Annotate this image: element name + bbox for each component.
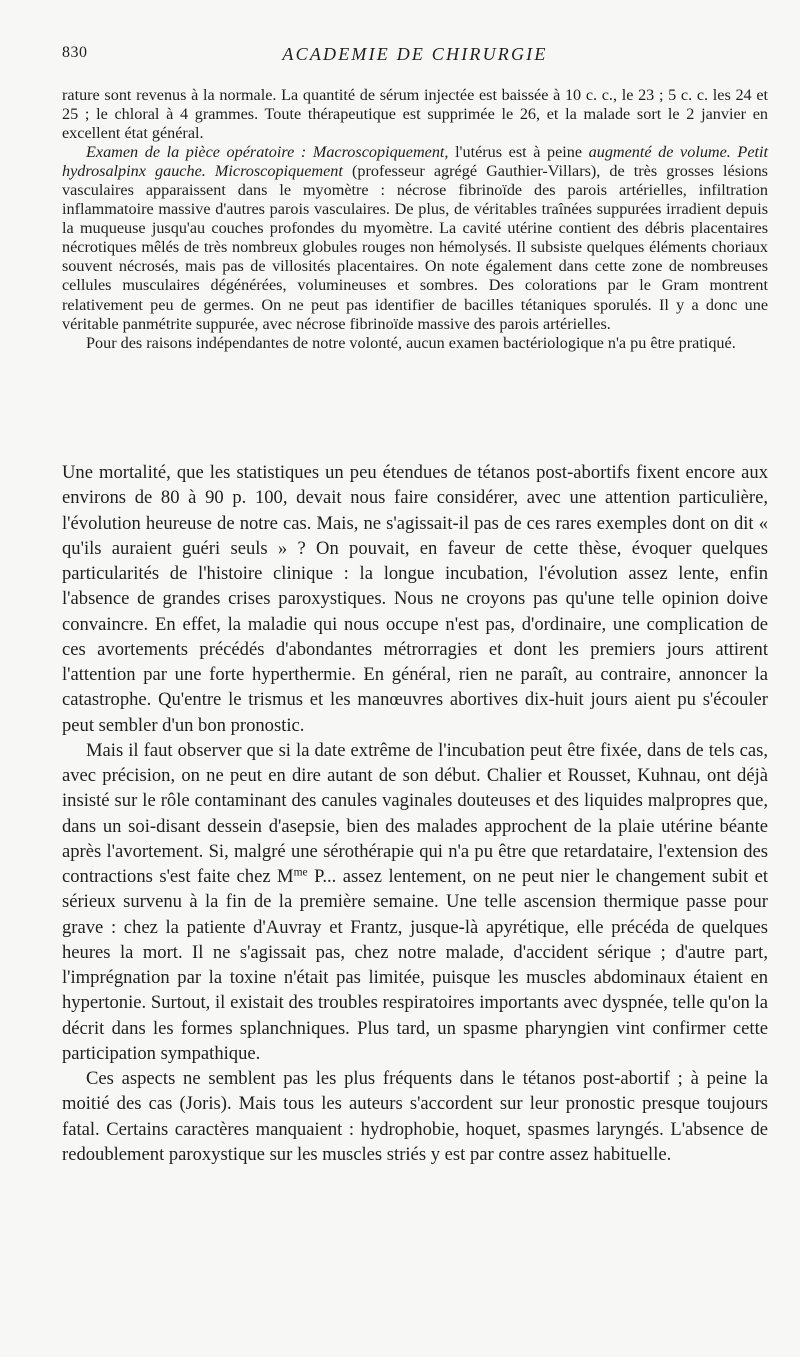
page-number: 830 <box>62 44 88 61</box>
incubation-text-b: P... assez lentement, on ne peut nier le changement subit et sérieux survenu à la fin de la première semaine. Une telle ascension thermique passe pour grave : chez la patiente d'Auvray et Frantz, jusque-là apyrétique, elle précéda de quelques heures la mort. Il ne s'agissait pas, chez notre malade, d'accident sérique ; d'autre part, l'imprégnation par la toxine n'était pas limitée, puisque les muscles abdominaux étaient en hypertonie. Surtout, il existait des troubles respiratoires importants avec dyspnée, telle qu'on la décrit dans les formes splanchniques. Plus tard, un spasme pharyngien vint confirmer cette participation sympathique. <box>62 866 768 1064</box>
paragraph-specimen-examination <box>62 143 768 333</box>
paragraph-mortality: Une mortalité, que les statistiques un peu étendues de tétanos post-abortifs fixent encore aux environs de 80 à 90 p. 100, devait nous faire considérer, avec une attention particulière, l'évolution heureuse de notre cas. Mais, ne s'agissait-il pas de ces rares exemples dont on dit « qu'ils auraient guéri seuls » ? On pouvait, en faveur de cette thèse, évoquer quelques particularités de l'histoire clinique : la longue incubation, l'évolution assez lente, enfin l'absence de grandes crises paroxystiques. Nous ne croyons pas qu'une telle opinion doive convaincre. En effet, la maladie qui nous occupe n'est pas, d'ordinaire, une complication de ces avortements précédés d'abondantes métrorragies et dont les premiers jours attirent l'attention par une forte hyperthermie. En général, rien ne paraît, au contraire, annoncer la catastrophe. Qu'entre le trismus et les manœuvres abortives dix-huit jours aient pu s'écouler peut sembler d'un bon pronostic. <box>62 462 768 736</box>
incubation-superscript: me <box>293 866 308 879</box>
paragraph-recovery: rature sont revenus à la normale. La quantité de sérum injectée est baissée à 10 c. c., le 23 ; 5 c. c. les 24 et 25 ; le chloral à 4 grammes. Toute thérapeutique est supprimée le 26, et la malade sort le 2 janvier en excellent état général. <box>62 86 768 143</box>
paragraph-aspects: Ces aspects ne semblent pas les plus fréquents dans le tétanos post-abortif ; à peine la moitié des cas (Joris). Mais tous les auteurs s'accordent sur leur pronostic presque toujours fatal. Certains caractères manquaient : hydrophobie, hoquet, spasmes laryngés. L'absence de redoublement paroxystique sur les muscles striés y est par contre assez habituelle. <box>62 1068 768 1165</box>
discussion-text <box>62 460 768 1167</box>
case-report-text <box>62 86 768 353</box>
specimen-text-a: l'utérus est à peine <box>448 143 589 162</box>
incubation-text-a: Mais il faut observer que si la date extrême de l'incubation peut être fixée, dans de tels cas, avec précision, on ne peut en dire autant de son début. Chalier et Rousset, Kuhnau, ont déjà insisté sur le rôle contaminant des canules vaginales douteuses et des liquides malpropres que, dans un soi-disant dessein d'asepsie, bien des malades approchent de la plaie utérine béante après l'avortement. Si, malgré une sérothérapie qui n'a pu être que retardataire, l'extension des contractions s'est faite chez M <box>62 739 768 887</box>
specimen-text-b: (professeur agrégé Gauthier-Villars), de très grosses lésions vasculaires apparaissent dans le myomètre : nécrose fibrinoïde des parois artérielles, infiltration inflammatoire massive d'autres parois vasculaires. De plus, de véritables traînées suppurées irradient depuis la muqueuse jusqu'au couches profondes du myomètre. La cavité utérine contient des débris placentaires nécrotiques mêlés de très nombreux globules rouges non hémolysés. Il subsiste quelques éléments choriaux souvent nécrosés, mais pas de villosités placentaires. On note également dans cette zone de nombreuses cellules musculaires dégénérées, volumineuses et sombres. Des colorations par le Gram montrent relativement peu de germes. On ne peut pas identifier de bacilles tétaniques sporulés. Il y a donc une véritable panmétrite suppurée, avec nécrose fibrinoïde massive des parois artérielles. <box>62 162 768 333</box>
page-header <box>62 44 768 70</box>
running-title: ACADEMIE DE CHIRURGIE <box>282 44 548 64</box>
specimen-italic-text: augmenté de volume. Petit hydrosalpinx gauche. Microscopiquement <box>62 143 768 181</box>
specimen-examination-heading: Examen de la pièce opératoire : Macroscopiquement, <box>86 143 449 162</box>
paragraph-bacteriology-note: Pour des raisons indépendantes de notre volonté, aucun examen bactériologique n'a pu être pratiqué. <box>86 333 736 352</box>
paragraph-incubation <box>62 738 768 1066</box>
